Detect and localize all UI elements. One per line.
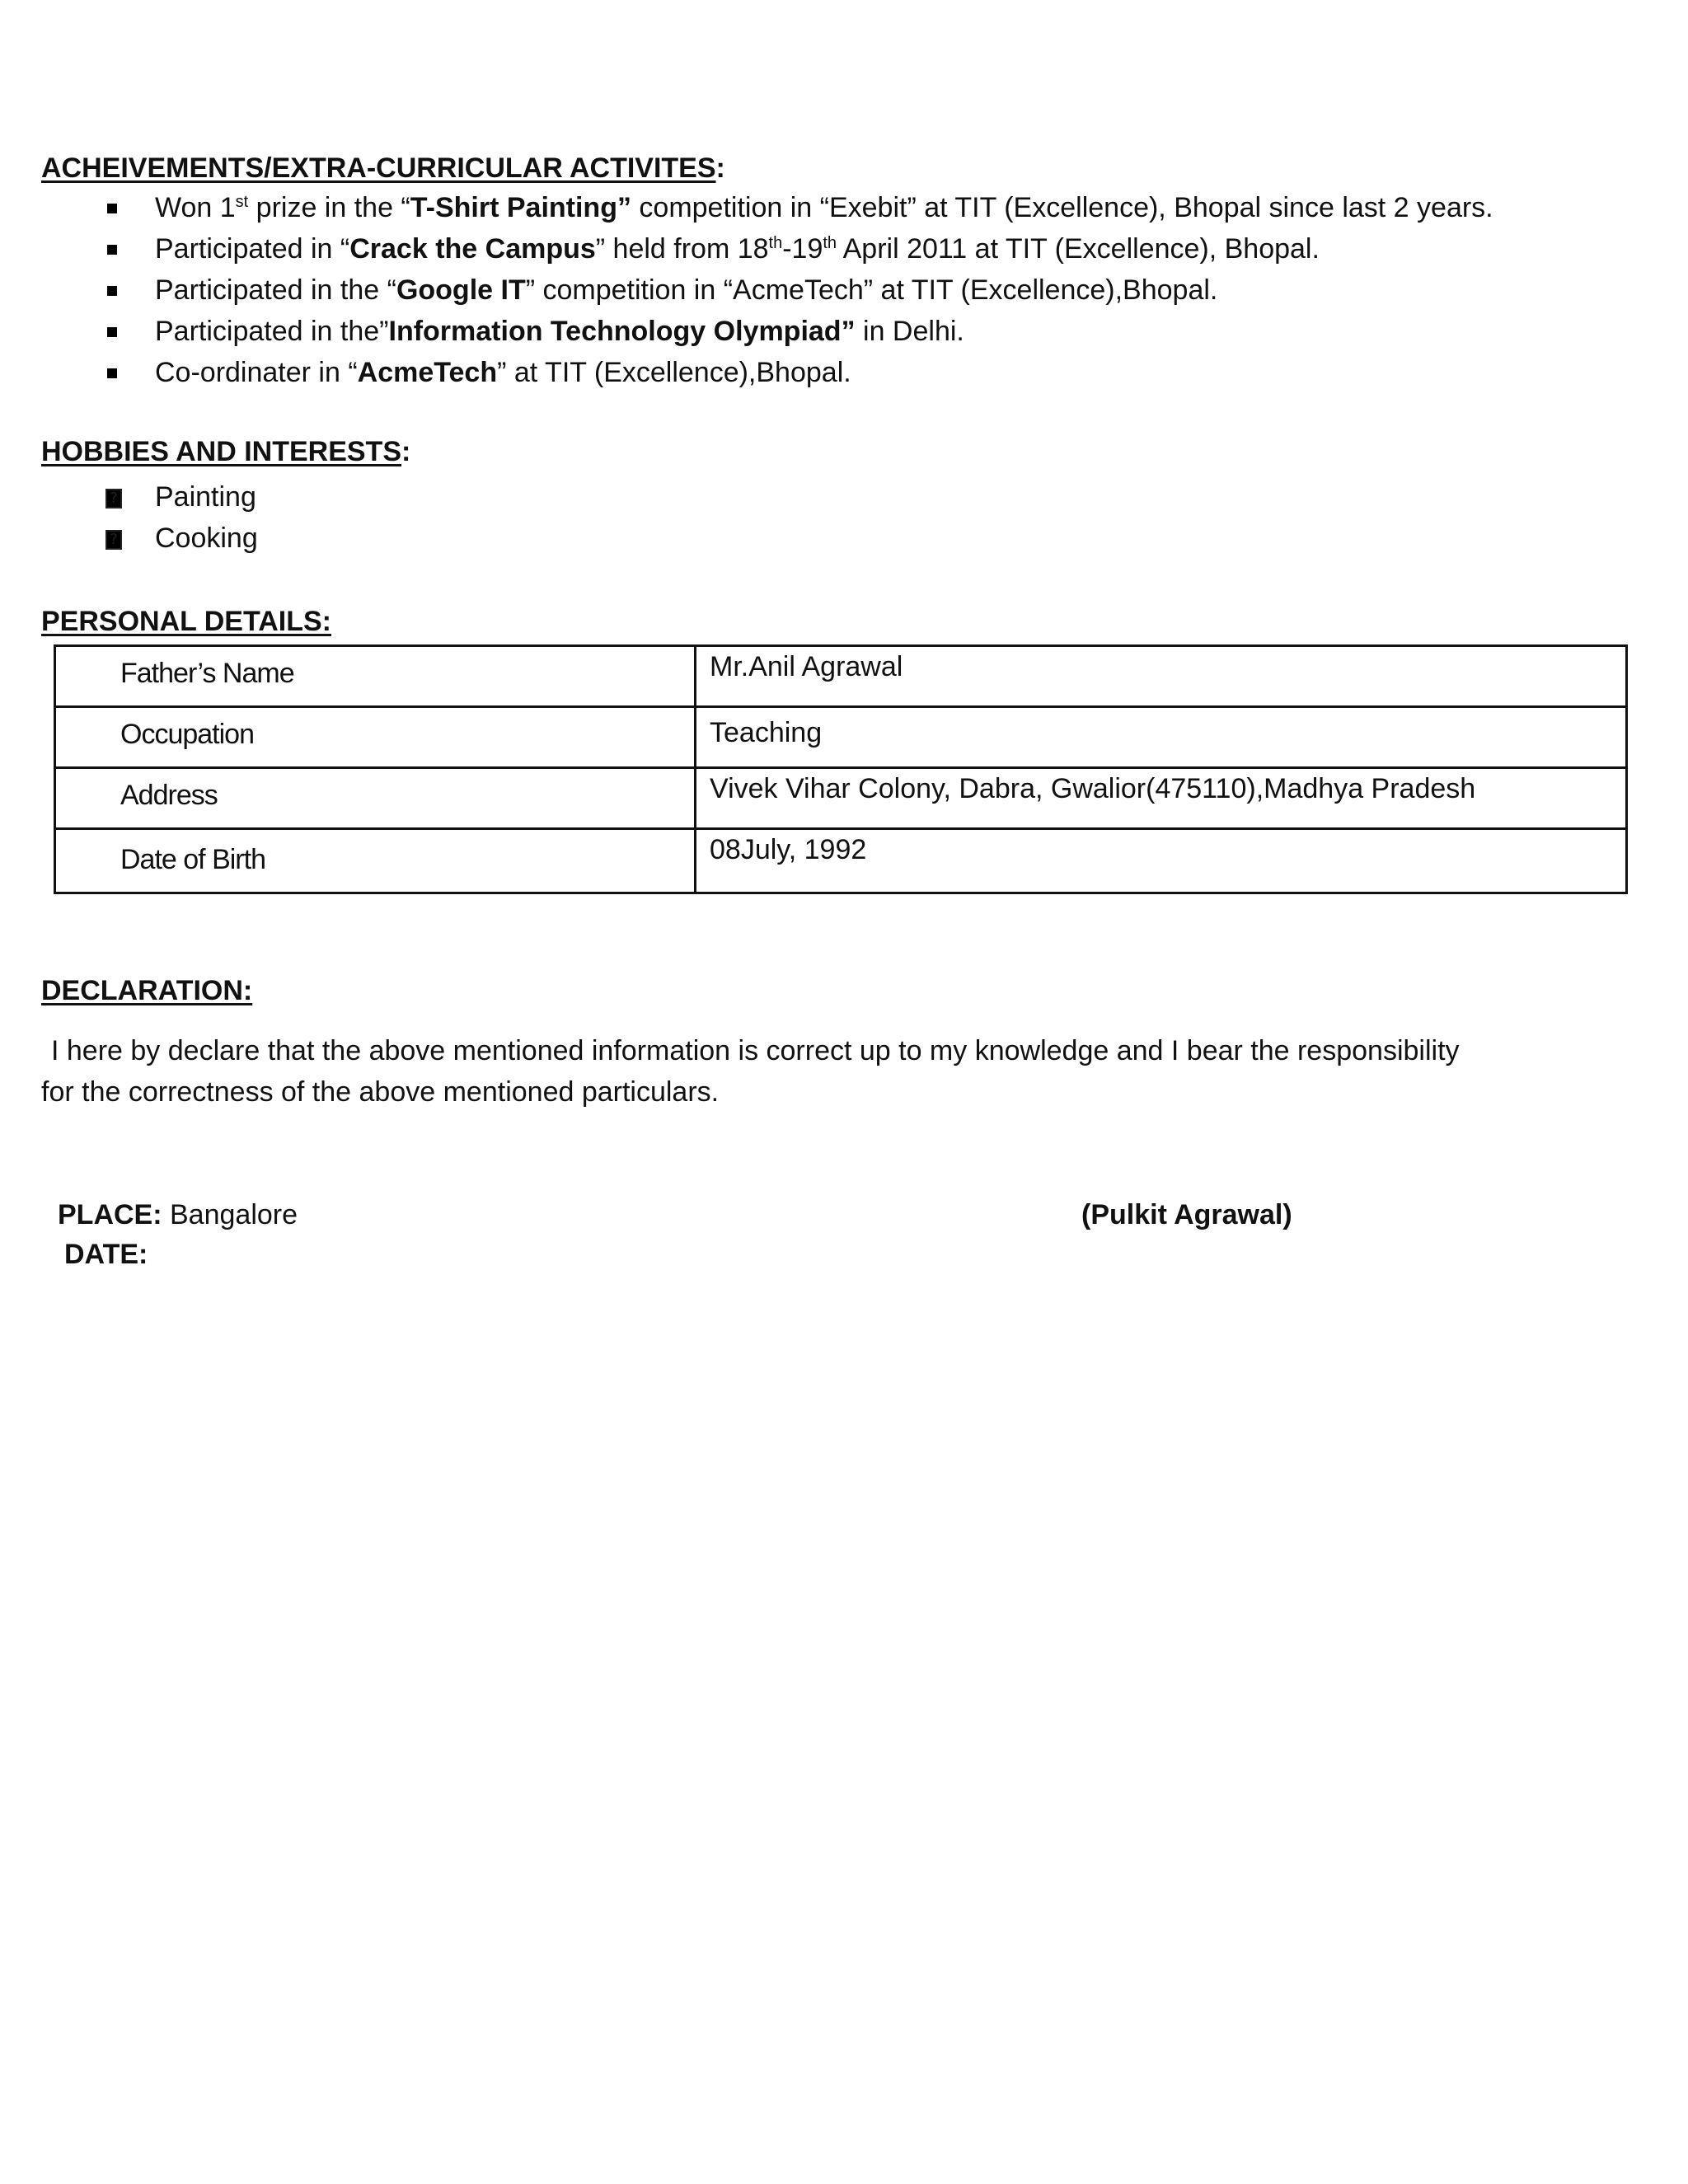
table-value: Mr.Anil Agrawal xyxy=(696,646,1627,707)
resume-page: ACHEIVEMENTS/EXTRA-CURRICULAR ACTIVITES: Won 1st prize in the “T-Shirt Painting” competition in “Exebit” at TIT (Excellence), Bhopal since last 2 years. Participated in “Crack the Campus” held from 18th-19th April 2011 at TIT (Excellence), Bhopal. Participated in the “Google IT” competition in “AcmeTech” at TIT (Excellence),Bhopal. Participated in the”Information Technology Olympiad” in Delhi. Co-ordinater in “AcmeTech” at TIT (Excellence),Bhopal. HOBBIES AND INTERESTS: ? Painting ? Cooking PERSONAL DETAILS: Father’s Name Mr.Anil Agrawal Occupation Teaching Address Vivek Vihar Colony, Dabra, Gwalior(475110),Madhya Pradesh Date of Birth 08July, 1992 DECLARATION: I here by declare that the above mentioned information is correct up to my knowledge and I bear the responsibility for the correctness of the above mentioned particulars. PLACE: Bangalore DATE: (Pulkit Agrawal) xyxy=(0,0,1688,2184)
personal-details-table xyxy=(54,644,1628,894)
hobbies-heading: HOBBIES AND INTERESTS: xyxy=(41,436,411,467)
date-label: DATE: xyxy=(64,1239,148,1270)
table-key: Address xyxy=(55,768,696,829)
table-row xyxy=(55,768,1627,829)
missing-glyph-box-icon: ? xyxy=(106,489,122,509)
table-value: Vivek Vihar Colony, Dabra, Gwalior(475110),Madhya Pradesh xyxy=(696,768,1627,829)
table-value: 08July, 1992 xyxy=(696,829,1627,893)
table-row xyxy=(55,646,1627,707)
signature-name: (Pulkit Agrawal) xyxy=(1081,1199,1292,1230)
square-bullet-icon xyxy=(107,368,117,378)
table-key: Date of Birth xyxy=(55,829,696,893)
table-row xyxy=(55,829,1627,893)
table-key: Father’s Name xyxy=(55,646,696,707)
table-value: Teaching xyxy=(696,707,1627,768)
place-line: PLACE: Bangalore xyxy=(58,1199,298,1230)
personal-details-heading: PERSONAL DETAILS: xyxy=(41,606,331,637)
achievements-heading: ACHEIVEMENTS/EXTRA-CURRICULAR ACTIVITES: xyxy=(41,152,725,184)
table-row xyxy=(55,707,1627,768)
square-bullet-icon xyxy=(107,245,117,255)
declaration-text: I here by declare that the above mentioned information is correct up to my knowledge and I bear the responsibility for the correctness of the above mentioned particulars. xyxy=(41,1035,1460,1108)
table-key: Occupation xyxy=(55,707,696,768)
missing-glyph-box-icon: ? xyxy=(106,530,122,550)
square-bullet-icon xyxy=(107,286,117,296)
square-bullet-icon xyxy=(107,327,117,337)
square-bullet-icon xyxy=(107,204,117,213)
declaration-heading: DECLARATION: xyxy=(41,975,253,1006)
